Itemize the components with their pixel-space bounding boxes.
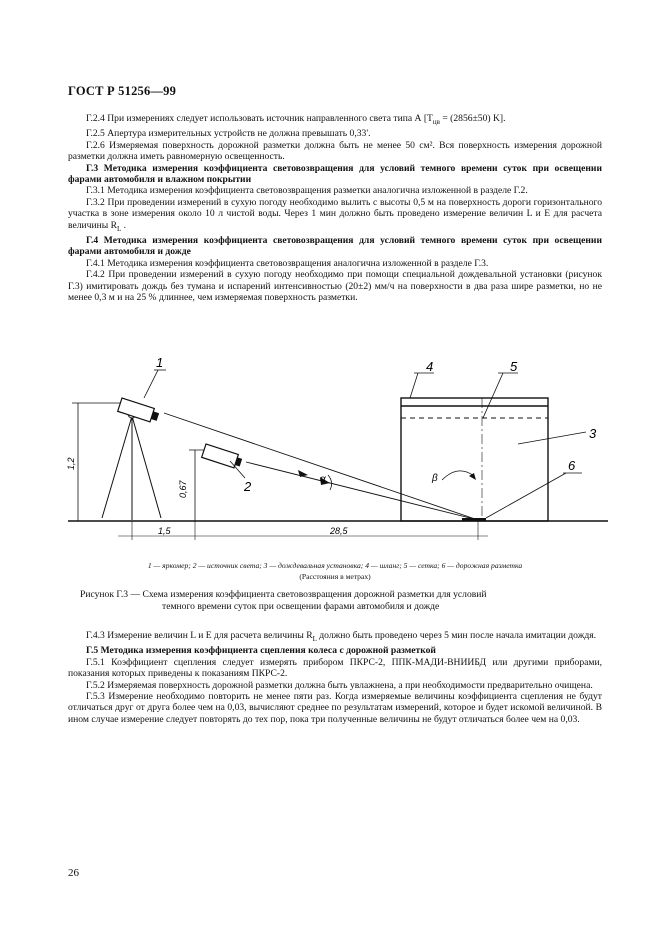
caption-line-2: темного времени суток при освещении фарами автомобиля и дожде: [162, 601, 440, 612]
dim-28-5: 28,5: [330, 526, 348, 536]
label-3: 3: [589, 426, 597, 441]
bottom-paragraph: [68, 691, 602, 725]
bottom-paragraph: [68, 680, 602, 691]
dim-0-67: 0,67: [178, 480, 188, 498]
bottom-paragraph: [68, 630, 602, 645]
alpha-label: α: [320, 474, 326, 485]
bottom-paragraph: [68, 657, 602, 680]
label-2: 2: [244, 479, 252, 494]
rain-installation: [401, 398, 548, 521]
paragraph-text: Г.5 Методика измерения коэффициента сцепления колеса с дорожной разметкой: [86, 645, 436, 657]
paragraph-text: Г.5.2 Измеряемая поверхность дорожной разметки должна быть увлажнена, а при необходимости предварительно очищена.: [86, 679, 593, 691]
paragraph-subscript: L: [312, 634, 317, 643]
label-1: 1: [156, 358, 164, 370]
paragraph-text: Г.4.2 При проведении измерений в сухую погоду необходимо при помощи специальной дождевальной установки (рисунок Г.3) имитировать дождь без тумана и испарений интенсивностью (20±2) мм/ч на поверхности в два раза шире разметки, но не менее 0,3 м и на 25 % длиннее, чем измеряемая поверхность разметки.: [68, 269, 602, 303]
paragraph-text: Г.3.1 Методика измерения коэффициента световозвращения разметки аналогична изложенной в разделе Г.2.: [86, 185, 528, 197]
paragraph-text: Г.4 Методика измерения коэффициента световозвращения для условий темного времени суток при освещении фарами автомобиля и дожде: [68, 234, 602, 258]
top-paragraph: [68, 140, 602, 163]
measurement-scheme-figure: [58, 358, 608, 548]
paragraph-text-after: .: [121, 219, 127, 231]
light-source: [202, 444, 243, 469]
paragraph-text: Г.4.1 Методика измерения коэффициента световозвращения аналогична изложенной в разделе Г.3.: [86, 257, 489, 269]
top-paragraph: [68, 258, 602, 269]
dim-1-2: 1,2: [66, 457, 76, 470]
top-paragraph: [68, 185, 602, 196]
top-paragraph: [68, 128, 602, 139]
road-marking: [462, 518, 486, 521]
label-5: 5: [510, 359, 518, 374]
document-header: ГОСТ Р 51256—99: [68, 84, 177, 98]
top-paragraph: [68, 235, 602, 258]
page-number: 26: [68, 867, 79, 879]
paragraph-text: Г.5.3 Измерение необходимо повторить не менее пяти раз. Когда измеряемые величины коэффициента сцепления не будут отличаться друг от друга более чем на 0,03, вычисляют среднее по результатам измерений, которое и будет искомой величиной. В ином случае измерение следует повторять до тех пор, пока три полученные величины не будут отличаться более чем на 0,03.: [68, 690, 602, 725]
paragraph-text-after: должно быть проведено через 5 мин после начала имитации дождя.: [316, 630, 597, 641]
label-4: 4: [426, 359, 434, 374]
paragraph-subscript: цв: [432, 117, 440, 126]
figure-legend: [68, 560, 602, 582]
paragraph-text: Г.3 Методика измерения коэффициента световозвращения для условий темного времени суток при освещении фарами автомобиля и влажном покрытии: [68, 162, 602, 185]
paragraph-text: Г.3.2 При проведении измерений в сухую погоду необходимо вылить с высоты 0,5 м на поверхность дороги горизонтального участка в зоне измерения около 10 л чистой воды. Через 1 мин должно быть проведено измерение величин L и E для расчета величины R: [68, 196, 602, 231]
paragraph-text: Г.4.3 Измерение величин L и E для расчета величины R: [86, 630, 313, 641]
top-paragraph: [68, 163, 602, 186]
paragraph-subscript: L: [117, 224, 122, 233]
text-section-bottom: [68, 630, 602, 725]
paragraph-text: Г.2.4 При измерениях следует использовать источник направленного света типа А [T: [86, 113, 433, 124]
paragraph-text: Г.2.5 Апертура измерительных устройств не должна превышать 0,33'.: [86, 128, 371, 140]
paragraph-text-after: = (2856±50) K].: [439, 113, 506, 124]
tripod: [102, 410, 161, 520]
dim-1-5: 1,5: [158, 526, 171, 536]
caption-line-1: Рисунок Г.3 — Схема измерения коэффициента световозвращения дорожной разметки для условий: [80, 589, 487, 600]
beta-label: β: [432, 473, 438, 484]
bottom-paragraph: [68, 645, 602, 656]
label-6: 6: [568, 458, 576, 473]
text-section-top: [68, 113, 602, 303]
legend-line: 1 — яркомер; 2 — источник света; 3 — дождевальная установка; 4 — шланг; 5 — сетка; 6 — дорожная разметка: [147, 561, 523, 570]
luminance-meter: [118, 398, 160, 424]
top-paragraph: [68, 269, 602, 303]
legend-units: (Расстояния в метрах): [299, 572, 371, 581]
illumination-ray: [246, 462, 478, 520]
top-paragraph: [68, 197, 602, 235]
top-paragraph: [68, 113, 602, 128]
paragraph-text: Г.2.6 Измеряемая поверхность дорожной разметки должна быть не менее 50 см². Вся поверхность измерения дорожной разметки должна иметь равномерную освещенность.: [68, 139, 602, 163]
paragraph-text: Г.5.1 Коэффициент сцепления следует измерять прибором ПКРС-2, ППК-МАДИ-ВНИИБД или другими приборами, показания которых приведены к показаниям ПКРС-2.: [68, 656, 602, 680]
figure-caption: [80, 589, 600, 613]
observation-ray: [164, 413, 478, 520]
